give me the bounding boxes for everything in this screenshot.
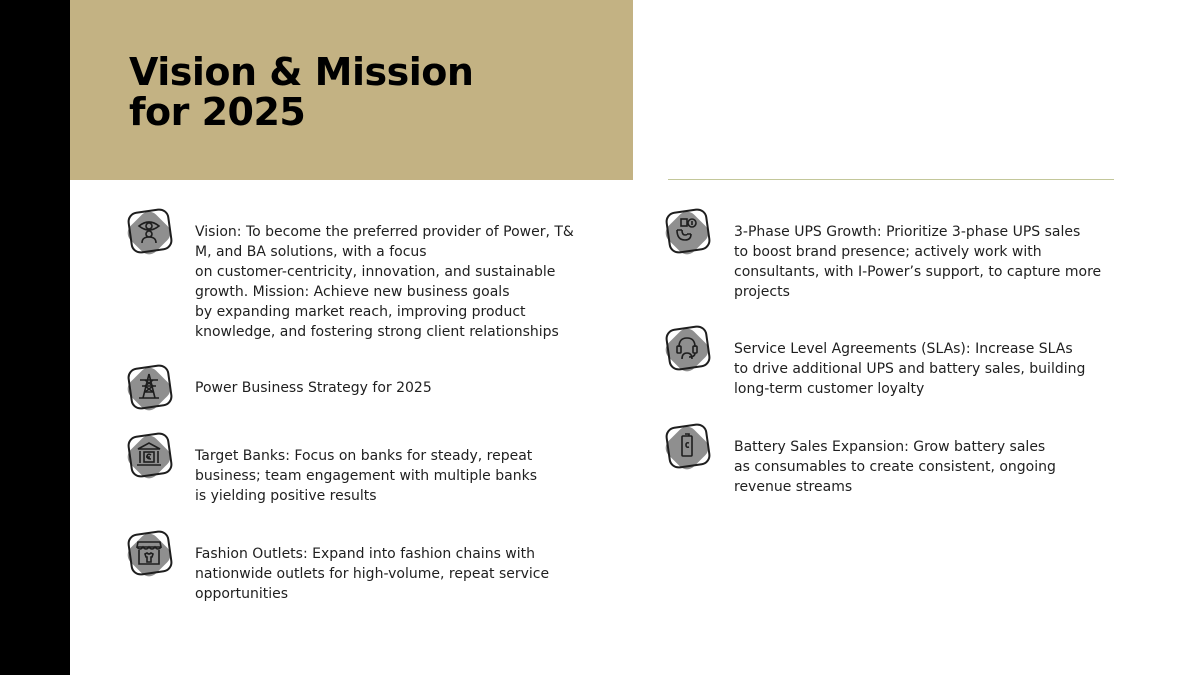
vision-text: Vision: To become the preferred provider of Power, T& M, and BA solutions, with a focus on customer-centricity, innovation, and sustainable growth. Mission: Achieve new business goals by expanding market reach, improving product knowledge, and fostering strong client relationships	[195, 224, 574, 340]
slide-title	[129, 52, 473, 132]
bank-icon	[124, 430, 174, 480]
battery-icon	[662, 421, 712, 471]
title-line-2: for 2025	[129, 90, 306, 134]
power-tower-icon	[124, 362, 174, 412]
battery-sales-text: Battery Sales Expansion: Grow battery sales as consumables to create consistent, ongoing revenue streams	[734, 439, 1056, 495]
section-divider	[668, 179, 1114, 180]
power-strategy-text: Power Business Strategy for 2025	[195, 380, 432, 396]
sla-text: Service Level Agreements (SLAs): Increase SLAs to drive additional UPS and battery sales, building long-term customer loyalty	[734, 341, 1086, 397]
3phase-ups-text: 3-Phase UPS Growth: Prioritize 3-phase UPS sales to boost brand presence; actively work with consultants, with I-Power’s support, to capture more projects	[734, 224, 1102, 300]
store-icon	[124, 528, 174, 578]
magnet-money-icon	[662, 206, 712, 256]
fashion-outlets-text: Fashion Outlets: Expand into fashion chains with nationwide outlets for high-volume, repeat service opportunities	[195, 546, 550, 602]
customer-support-icon	[662, 323, 712, 373]
target-banks-text: Target Banks: Focus on banks for steady, repeat business; team engagement with multiple banks is yielding positive results	[195, 448, 537, 504]
vision-icon	[124, 206, 174, 256]
left-black-bar	[0, 0, 70, 675]
title-line-1: Vision & Mission	[129, 50, 474, 94]
